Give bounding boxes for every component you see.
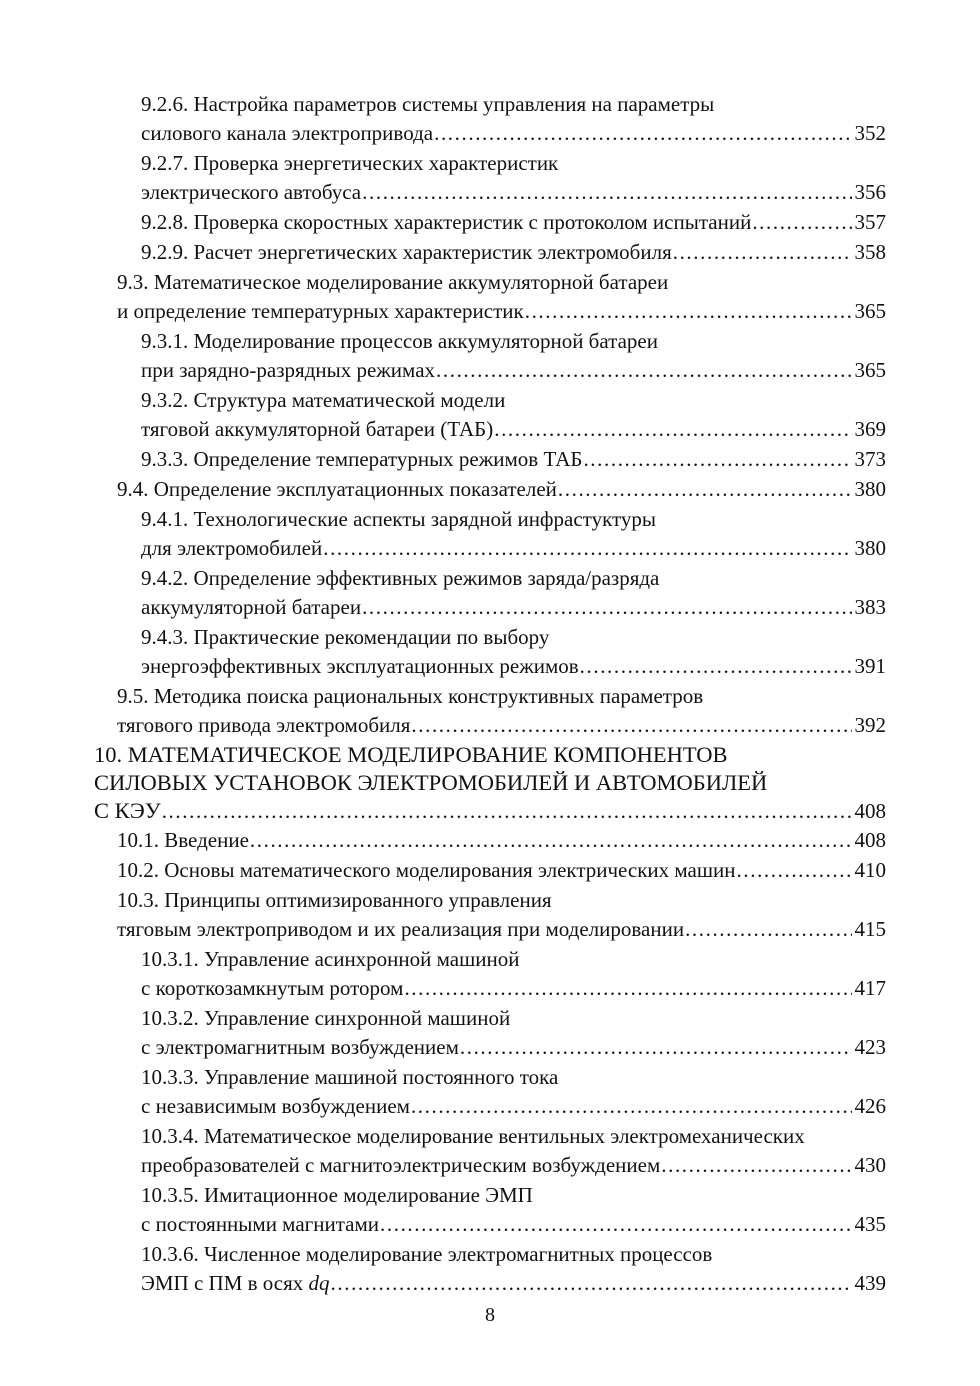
dot-leader	[362, 178, 851, 207]
toc-entry-title-line	[141, 534, 322, 563]
toc-entry-title-text: 9.2.9. Расчет энергетических характеристик электромобиля	[141, 240, 672, 264]
toc-entry-title-line	[141, 445, 582, 474]
toc-entry-last-line	[141, 1151, 886, 1180]
toc-entry-page-number: 410	[854, 858, 886, 882]
toc-entry-last-line	[117, 711, 886, 740]
toc-entry-title-line	[141, 1210, 379, 1239]
toc-entry-title-line	[117, 711, 410, 740]
toc-entry-title-text: с постоянными магнитами	[141, 1212, 380, 1236]
toc-entry-page-number: 369	[854, 417, 886, 441]
toc-entry-last-line	[141, 415, 886, 444]
toc-entry-title-line	[117, 475, 557, 504]
toc-entry-page-number: 430	[854, 1153, 886, 1177]
toc-entry-title-line	[141, 1151, 660, 1180]
toc-entry-9-2-6[interactable]	[141, 90, 886, 148]
toc-entry-title-text: с электромагнитным возбуждением	[141, 1035, 459, 1059]
toc-entry-9-2-7[interactable]	[141, 149, 886, 207]
toc-entry-title-text: с короткозамкнутым ротором	[141, 976, 404, 1000]
toc-entry-title-line	[94, 797, 161, 825]
toc-entry-page-number: 435	[854, 1212, 886, 1236]
toc-entry-title-line: 10.3.2. Управление синхронной машиной	[141, 1006, 511, 1030]
toc-entry-title-line: 10.3.4. Математическое моделирование вентильных электромеханических	[141, 1124, 805, 1148]
toc-entry-9-3-2[interactable]	[141, 386, 886, 444]
toc-entry-last-line	[141, 1092, 886, 1121]
toc-entry-title-line	[117, 297, 524, 326]
toc-entry-title-text: 9.2.8. Проверка скоростных характеристик с протоколом испытаний	[141, 210, 752, 234]
dot-leader	[673, 238, 852, 267]
toc-entry-last-line	[141, 356, 886, 385]
table-of-contents	[0, 90, 980, 1299]
toc-entry-last-line	[141, 208, 886, 237]
toc-entry-page-number: 423	[854, 1035, 886, 1059]
toc-entry-title-line: СИЛОВЫХ УСТАНОВОК ЭЛЕКТРОМОБИЛЕЙ И АВТОМОБИЛЕЙ	[94, 770, 768, 795]
toc-entry-last-line	[117, 475, 886, 504]
toc-entry-last-line	[141, 1210, 886, 1239]
toc-entry-page-number: 358	[854, 240, 886, 264]
toc-entry-title-text: с независимым возбуждением	[141, 1094, 410, 1118]
toc-entry-title-line: 10.3. Принципы оптимизированного управления	[117, 888, 552, 912]
toc-entry-page-number: 426	[854, 1094, 886, 1118]
toc-entry-title-text: тягового привода электромобиля	[117, 713, 411, 737]
toc-entry-title-line	[141, 974, 403, 1003]
toc-entry-title-line	[141, 593, 361, 622]
toc-entry-page-number: 383	[854, 595, 886, 619]
toc-entry-9-4-2[interactable]	[141, 564, 886, 622]
toc-entry-last-line	[141, 1269, 886, 1298]
toc-entry-italic-text: dq	[308, 1271, 330, 1295]
toc-entry-title-text: 9.3.3. Определение температурных режимов ТАБ	[141, 447, 583, 471]
toc-entry-title-line	[141, 415, 493, 444]
toc-entry-title-line: 9.4.2. Определение эффективных режимов заряда/разряда	[141, 566, 660, 590]
toc-entry-9-5[interactable]	[117, 682, 886, 740]
toc-entry-title-text: тяговым электроприводом и их реализация при моделировании	[117, 917, 685, 941]
toc-entry-title-line	[141, 652, 579, 681]
toc-entry-title-line: 10.3.1. Управление асинхронной машиной	[141, 947, 520, 971]
toc-entry-last-line	[94, 797, 886, 825]
dot-leader	[752, 208, 851, 237]
toc-entry-title-line: 9.4.1. Технологические аспекты зарядной инфрастуктуры	[141, 507, 657, 531]
toc-entry-title-line: 9.4.3. Практические рекомендации по выбору	[141, 625, 550, 649]
toc-entry-last-line	[141, 238, 886, 267]
toc-entry-title-text: 9.4. Определение эксплуатационных показателей	[117, 477, 557, 501]
dot-leader	[411, 1092, 852, 1121]
toc-entry-page-number: 373	[854, 447, 886, 471]
toc-entry-title-text: С КЭУ	[94, 798, 161, 823]
dot-leader	[362, 593, 851, 622]
toc-entry-title-line	[141, 208, 751, 237]
toc-entry-10-3-6[interactable]	[141, 1240, 886, 1298]
toc-entry-title-text: силового канала электропривода	[141, 121, 434, 145]
toc-entry-page-number: 439	[854, 1271, 886, 1295]
dot-leader	[380, 1210, 851, 1239]
toc-entry-page-number: 417	[854, 976, 886, 1000]
dot-leader	[494, 415, 851, 444]
dot-leader	[580, 652, 852, 681]
dot-leader	[250, 826, 852, 855]
dot-leader	[434, 119, 851, 148]
toc-entry-page-number: 408	[854, 828, 886, 852]
toc-entry-title-line: 9.5. Методика поиска рациональных конструктивных параметров	[117, 684, 704, 708]
toc-entry-title-line	[141, 1269, 330, 1298]
toc-entry-10[interactable]	[94, 741, 886, 825]
toc-entry-10-3-2[interactable]	[141, 1004, 886, 1062]
toc-entry-10-3[interactable]	[117, 886, 886, 944]
toc-entry-page-number: 392	[854, 713, 886, 737]
toc-entry-title-text: энергоэффективных эксплуатационных режимов	[141, 654, 579, 678]
toc-entry-title-line: 9.3. Математическое моделирование аккумуляторной батареи	[117, 270, 669, 294]
toc-entry-page-number: 391	[854, 654, 886, 678]
dot-leader	[460, 1033, 852, 1062]
toc-entry-title-line: 9.3.1. Моделирование процессов аккумуляторной батареи	[141, 329, 658, 353]
toc-entry-title-line	[141, 238, 672, 267]
toc-entry-page-number: 380	[854, 536, 886, 560]
toc-entry-title-line: 10.3.5. Имитационное моделирование ЭМП	[141, 1183, 533, 1207]
toc-entry-title-text: ЭМП с ПМ в осях	[141, 1271, 309, 1295]
dot-leader	[404, 974, 851, 1003]
toc-entry-9-2-8[interactable]	[141, 208, 886, 237]
toc-entry-title-line	[117, 856, 736, 885]
toc-entry-title-line: 9.2.7. Проверка энергетических характеристик	[141, 151, 559, 175]
toc-entry-9-2-9[interactable]	[141, 238, 886, 267]
toc-entry-title-line	[141, 1092, 410, 1121]
toc-entry-page-number: 365	[854, 358, 886, 382]
toc-entry-title-text: 10.1. Введение	[117, 828, 249, 852]
toc-entry-page-number: 357	[854, 210, 886, 234]
toc-entry-last-line	[141, 445, 886, 474]
toc-entry-9-4[interactable]	[117, 475, 886, 504]
toc-entry-title-text: тяговой аккумуляторной батареи (ТАБ)	[141, 417, 494, 441]
toc-entry-10-2[interactable]	[117, 856, 886, 885]
toc-entry-page-number: 356	[854, 180, 886, 204]
toc-entry-title-line: 10. МАТЕМАТИЧЕСКОЕ МОДЕЛИРОВАНИЕ КОМПОНЕНТОВ	[94, 742, 728, 767]
toc-entry-title-line: 10.3.3. Управление машиной постоянного тока	[141, 1065, 559, 1089]
dot-leader	[331, 1269, 852, 1298]
dot-leader	[583, 445, 851, 474]
toc-entry-last-line	[117, 826, 886, 855]
toc-entry-page-number: 408	[854, 799, 886, 823]
dot-leader	[525, 297, 852, 326]
toc-entry-last-line	[117, 915, 886, 944]
toc-entry-title-text: и определение температурных характеристик	[117, 299, 524, 323]
toc-entry-10-3-5[interactable]	[141, 1181, 886, 1239]
toc-entry-last-line	[141, 1033, 886, 1062]
toc-entry-10-3-1[interactable]	[141, 945, 886, 1003]
toc-entry-title-line	[141, 119, 433, 148]
toc-entry-9-3[interactable]	[117, 268, 886, 326]
toc-entry-title-text: для электромобилей	[141, 536, 323, 560]
toc-entry-title-line: 10.3.6. Численное моделирование электромагнитных процессов	[141, 1242, 713, 1266]
dot-leader	[661, 1151, 851, 1180]
toc-entry-10-1[interactable]	[117, 826, 886, 855]
toc-entry-title-text: 10.2. Основы математического моделирования электрических машин	[117, 858, 736, 882]
toc-entry-page-number: 365	[854, 299, 886, 323]
dot-leader	[436, 356, 851, 385]
toc-entry-last-line	[141, 178, 886, 207]
toc-entry-last-line	[141, 119, 886, 148]
toc-entry-page-number: 352	[854, 121, 886, 145]
toc-entry-last-line	[117, 297, 886, 326]
toc-entry-9-3-1[interactable]	[141, 327, 886, 385]
toc-entry-page-number: 415	[854, 917, 886, 941]
toc-entry-title-text: преобразователей с магнитоэлектрическим возбуждением	[141, 1153, 661, 1177]
page-number: 8	[485, 1304, 495, 1326]
dot-leader	[323, 534, 851, 563]
toc-entry-9-4-3[interactable]	[141, 623, 886, 681]
toc-entry-9-4-1[interactable]	[141, 505, 886, 563]
toc-entry-10-3-3[interactable]	[141, 1063, 886, 1121]
dot-leader	[737, 856, 852, 885]
dot-leader	[685, 915, 851, 944]
toc-entry-title-text: при зарядно-разрядных режимах	[141, 358, 436, 382]
toc-entry-last-line	[141, 974, 886, 1003]
toc-entry-last-line	[141, 534, 886, 563]
toc-entry-title-text: аккумуляторной батареи	[141, 595, 362, 619]
toc-entry-last-line	[117, 856, 886, 885]
toc-entry-9-3-3[interactable]	[141, 445, 886, 474]
toc-entry-title-line	[141, 356, 435, 385]
toc-entry-title-line	[117, 915, 684, 944]
dot-leader	[162, 797, 852, 825]
toc-entry-last-line	[141, 652, 886, 681]
toc-entry-last-line	[141, 593, 886, 622]
toc-entry-title-text: электрического автобуса	[141, 180, 362, 204]
dot-leader	[558, 475, 852, 504]
toc-entry-title-line: 9.3.2. Структура математической модели	[141, 388, 506, 412]
toc-entry-title-line: 9.2.6. Настройка параметров системы управления на параметры	[141, 92, 715, 116]
toc-entry-title-line	[117, 826, 249, 855]
toc-entry-title-line	[141, 1033, 459, 1062]
toc-entry-10-3-4[interactable]	[141, 1122, 886, 1180]
toc-entry-title-line	[141, 178, 361, 207]
dot-leader	[411, 711, 851, 740]
toc-entry-page-number: 380	[854, 477, 886, 501]
